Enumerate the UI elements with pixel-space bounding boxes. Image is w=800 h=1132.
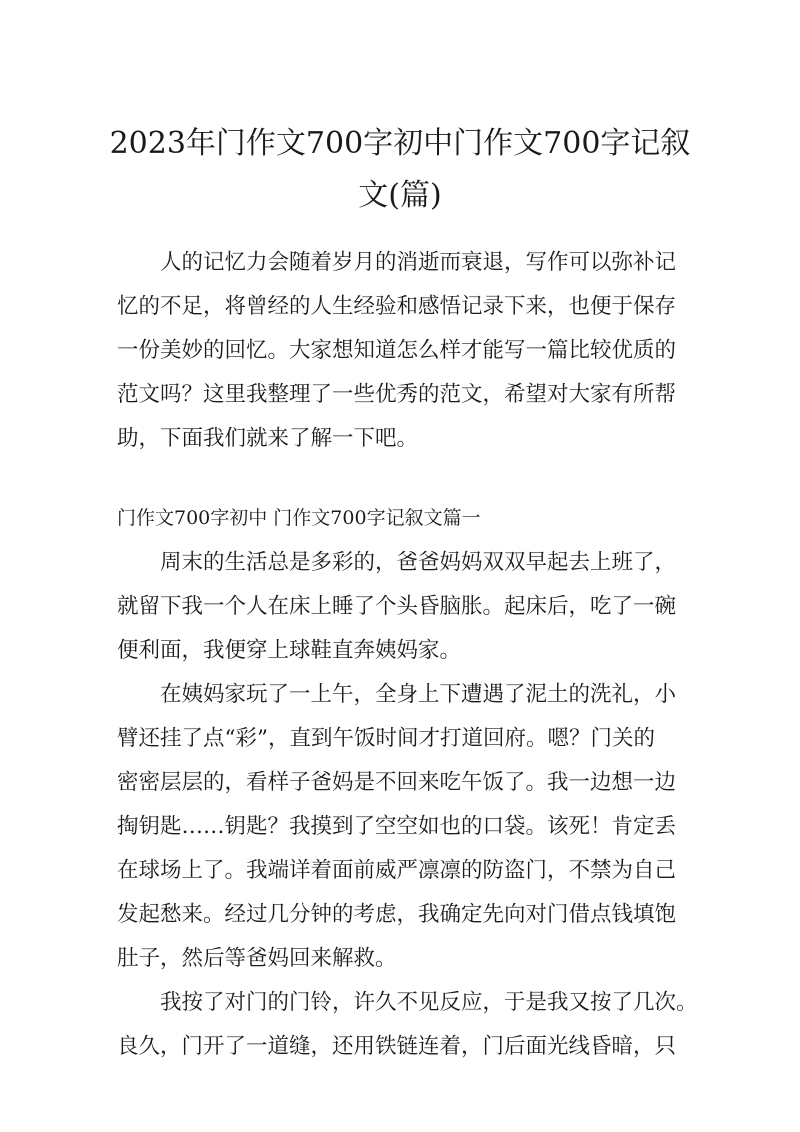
essay-line: 我按了对门的门铃，许久不见反应，于是我又按了几次。 xyxy=(160,990,698,1015)
title-line-2: 文(篇) xyxy=(358,178,442,213)
document-title xyxy=(100,118,700,222)
essay-line: 在姨妈家玩了一上午，全身上下遭遇了泥土的洗礼，小 xyxy=(160,682,677,707)
essay-line: 掏钥匙……钥匙？我摸到了空空如也的口袋。该死！肯定丢 xyxy=(117,814,677,839)
intro-line: 一份美妙的回忆。大家想知道怎么样才能写一篇比较优质的 xyxy=(117,338,677,363)
essay-line: 就留下我一个人在床上睡了个头昏脑胀。起床后，吃了一碗 xyxy=(117,594,677,619)
essay-line: 肚子，然后等爸妈回来解救。 xyxy=(117,946,397,971)
intro-line: 助，下面我们就来了解一下吧。 xyxy=(117,426,419,451)
essay-line: 在球场上了。我端详着面前威严凛凛的防盗门，不禁为自己 xyxy=(117,858,677,883)
intro-paragraph xyxy=(117,241,687,461)
section-heading: 门作文700字初中 门作文700字记叙文篇一 xyxy=(117,507,481,529)
title-line-1: 2023年门作文700字初中门作文700字记叙 xyxy=(109,126,691,161)
essay-line: 臂还挂了点“彩”，直到午饭时间才打道回府。嗯？门关的 xyxy=(117,726,655,751)
essay-line: 良久，门开了一道缝，还用铁链连着，门后面光线昏暗，只 xyxy=(117,1034,677,1059)
essay-line: 便利面，我便穿上球鞋直奔姨妈家。 xyxy=(117,638,462,663)
intro-line: 范文吗？这里我整理了一些优秀的范文，希望对大家有所帮 xyxy=(117,382,677,407)
essay-line: 周末的生活总是多彩的，爸爸妈妈双双早起去上班了， xyxy=(160,550,677,575)
essay-line: 密密层层的，看样子爸妈是不回来吃午饭了。我一边想一边 xyxy=(117,770,677,795)
intro-line: 忆的不足，将曾经的人生经验和感悟记录下来，也便于保存 xyxy=(117,294,677,319)
essay-body xyxy=(117,541,698,1069)
intro-line: 人的记忆力会随着岁月的消逝而衰退，写作可以弥补记 xyxy=(160,250,677,275)
essay-line: 发起愁来。经过几分钟的考虑，我确定先向对门借点钱填饱 xyxy=(117,902,677,927)
